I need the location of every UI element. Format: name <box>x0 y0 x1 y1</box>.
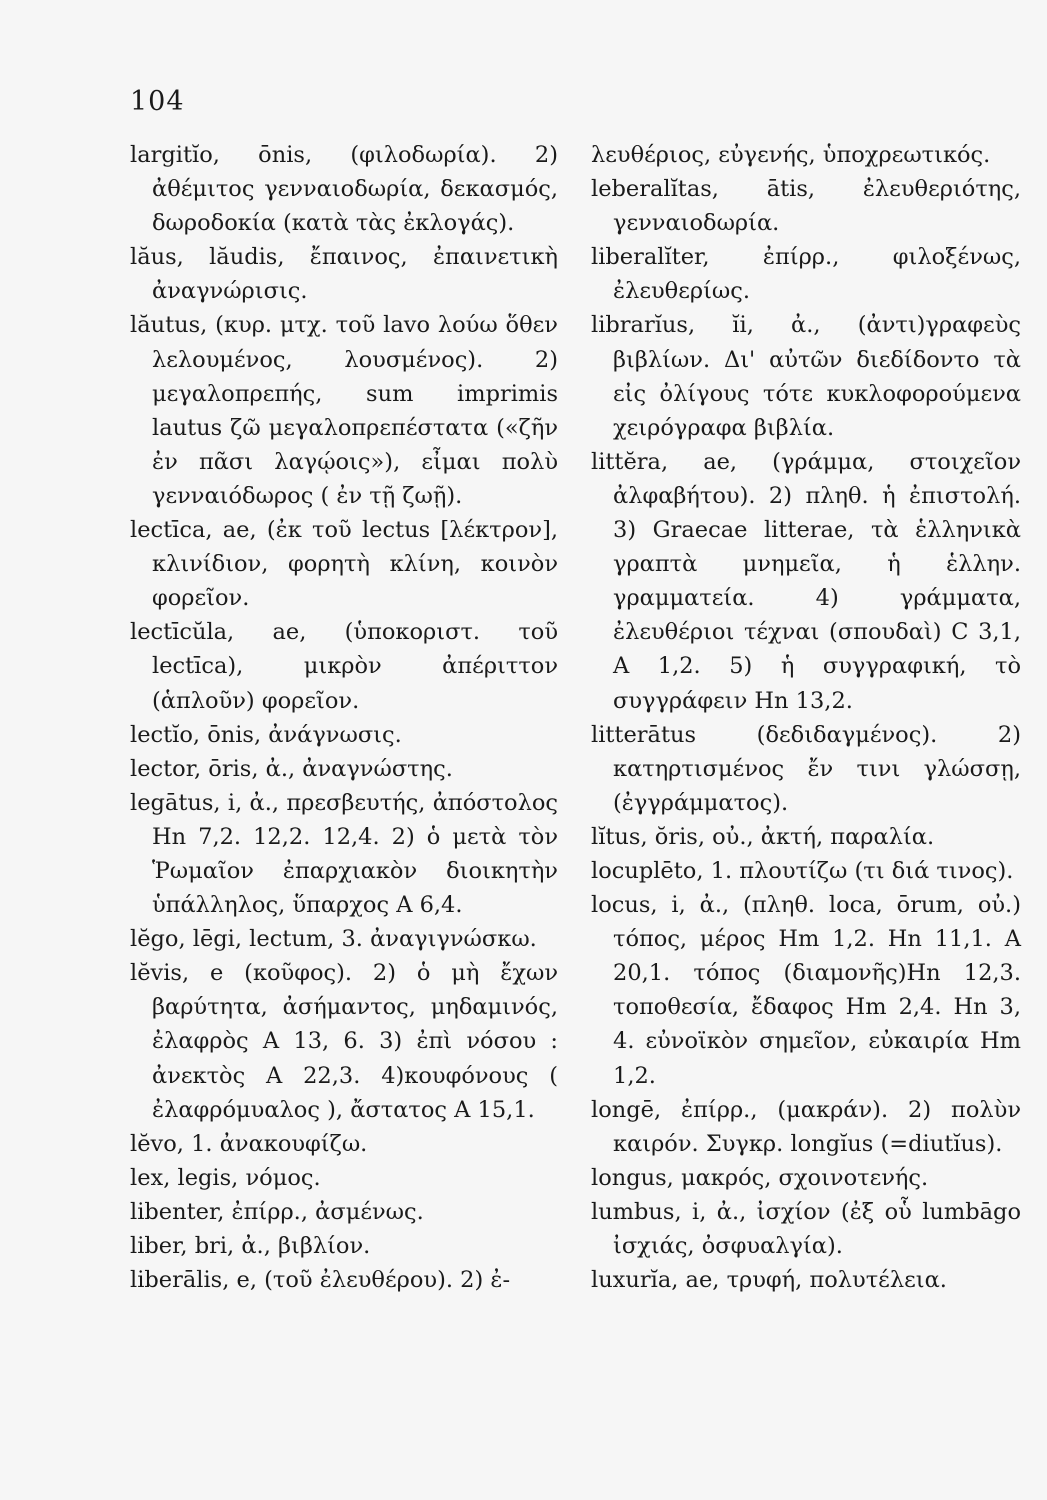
dictionary-entry-lautus: lăutus, (κυρ. μτχ. τοῦ lavo λούω ὅθεν λελουμένος, λουσμένος). 2) μεγαλοπρεπής, sum imprimis lautus ζῶ μεγαλοπρεπέστατα («ζῆν ἐν πᾶσι λαγῴοις»), εἶμαι πολὺ γενναιόδωρος ( ἐν τῇ ζωῇ). <box>130 312 558 509</box>
dictionary-entry-litus: lĭtus, ŏris, οὐ., ἀκτή, παραλία. <box>591 823 935 850</box>
dictionary-entry-librarius: librarĭus, ĭi, ἀ., (ἀντι)γραφεὺς βιβλίων. Δι' αὐτῶν διεδίδοντο τὰ εἰς ὀλίγους τότε κυκλοφορούμενα χειρόγραφα βιβλία. <box>591 312 1021 441</box>
left-column <box>130 138 558 1297</box>
dictionary-entry-liberalis-continued: λευθέριος, εὐγενής, ὑποχρεωτικός. <box>591 142 991 168</box>
dictionary-entry-longus: longus, μακρός, σχοινοτενής. <box>591 1164 929 1191</box>
dictionary-entry-liber: liber, bri, ἀ., βιβλίον. <box>130 1233 371 1259</box>
dictionary-entry-lumbus: lumbus, i, ἀ., ἰσχίον (ἐξ οὗ lumbāgo ἰσχιάς, ὀσφυαλγία). <box>591 1198 1021 1259</box>
dictionary-entry-lego: lĕgo, lēgi, lectum, 3. ἀναγιγνώσκω. <box>130 926 537 953</box>
dictionary-entry-levo: lĕvo, 1. ἀνακουφίζω. <box>130 1130 368 1157</box>
dictionary-entry-locus: locus, i, ἀ., (πληθ. loca, ōrum, οὐ.) τόπος, μέρος Hm 1,2. Hn 11,1. A 20,1. τόπος (διαμονῆς)Hn 12,3. τοποθεσία, ἔδαφος Hm 2,4. Hn 3, 4. εὐνοϊκὸν σημεῖον, εὐκαιρία Hm 1,2. <box>591 892 1021 1089</box>
dictionary-entry-liberalis: liberālis, e, (τοῦ ἐλευθέρου). 2) ἐ- <box>130 1267 511 1294</box>
dictionary-entry-lectica: lectīca, ae, (ἐκ τοῦ lectus [λέκτρον], κλινίδιον, φορητὴ κλίνη, κοινὸν φορεῖον. <box>130 517 558 612</box>
dictionary-entry-lectio: lectĭo, ōnis, ἀνάγνωσις. <box>130 721 402 748</box>
dictionary-entry-lector: lector, ōris, ἀ., ἀναγνώστης. <box>130 755 453 782</box>
dictionary-entry-litteratus: litterātus (δεδιδαγμένος). 2) κατηρτισμένος ἔν τινι γλώσσῃ, (ἐγγράμματος). <box>591 721 1021 816</box>
dictionary-entry-lecticula: lectīcŭla, ae, (ὑποκοριστ. τοῦ lectīca), μικρὸν ἀπέριττον (ἁπλοῦν) φορεῖον. <box>130 619 558 714</box>
dictionary-entry-libenter: libenter, ἐπίρρ., ἀσμένως. <box>130 1198 424 1225</box>
dictionary-entry-longe: longē, ἐπίρρ., (μακράν). 2) πολὺν καιρόν. Συγκρ. longĭus (=diutĭus). <box>591 1096 1021 1157</box>
dictionary-entry-liberaliter: liberalĭter, ἐπίρρ., φιλοξένως, ἐλευθερίως. <box>591 244 1021 305</box>
dictionary-entry-locupleto: locuplēto, 1. πλουτίζω (τι διά τινος). <box>591 857 1014 884</box>
dictionary-entry-luxuria: luxurĭa, ae, τρυφή, πολυτέλεια. <box>591 1267 947 1294</box>
dictionary-entry-lex: lex, legis, νόμος. <box>130 1164 321 1191</box>
page-number: 104 <box>130 86 185 117</box>
dictionary-entry-largitio: largitĭo, ōnis, (φιλοδωρία). 2) ἀθέμιτος γενναιοδωρία, δεκασμός, δωροδοκία (κατὰ τὰς ἐκλογάς). <box>130 142 558 237</box>
dictionary-entry-leberalitas: leberalĭtas, ātis, ἐλευθεριότης, γενναιοδωρία. <box>591 176 1021 237</box>
dictionary-entry-levis: lĕvis, e (κοῦφος). 2) ὁ μὴ ἔχων βαρύτητα, ἀσήμαντος, μηδαμινός, ἐλαφρὸς A 13, 6. 3) ἐπὶ νόσου : ἀνεκτὸς A 22,3. 4)κουφόνους ( ἐλαφρόμυαλος ), ἄστατος A 15,1. <box>130 960 558 1123</box>
dictionary-entry-legatus: legātus, i, ἀ., πρεσβευτής, ἀπόστολος Hn 7,2. 12,2. 12,4. 2) ὁ μετὰ τὸν Ῥωμαῖον ἐπαρχιακὸν διοικητὴν ὑπάλληλος, ὕπαρχος A 6,4. <box>130 789 558 919</box>
right-column <box>591 138 1021 1297</box>
dictionary-entry-littera: littĕra, ae, (γράμμα, στοιχεῖον ἀλφαβήτου). 2) πληθ. ἡ ἐπιστολή. 3) Graecae litterae, τὰ ἑλληνικὰ γραπτὰ μνημεῖα, ἡ ἑλλην. γραμματεία. 4) γράμματα, ἐλευθέριοι τέχναι (σπουδαὶ) C 3,1, A 1,2. 5) ἡ συγγραφική, τὸ συγγράφειν Hn 13,2. <box>591 448 1021 714</box>
dictionary-entry-laus: lăus, lăudis, ἔπαινος, ἐπαινετικὴ ἀναγνώρισις. <box>130 244 558 305</box>
